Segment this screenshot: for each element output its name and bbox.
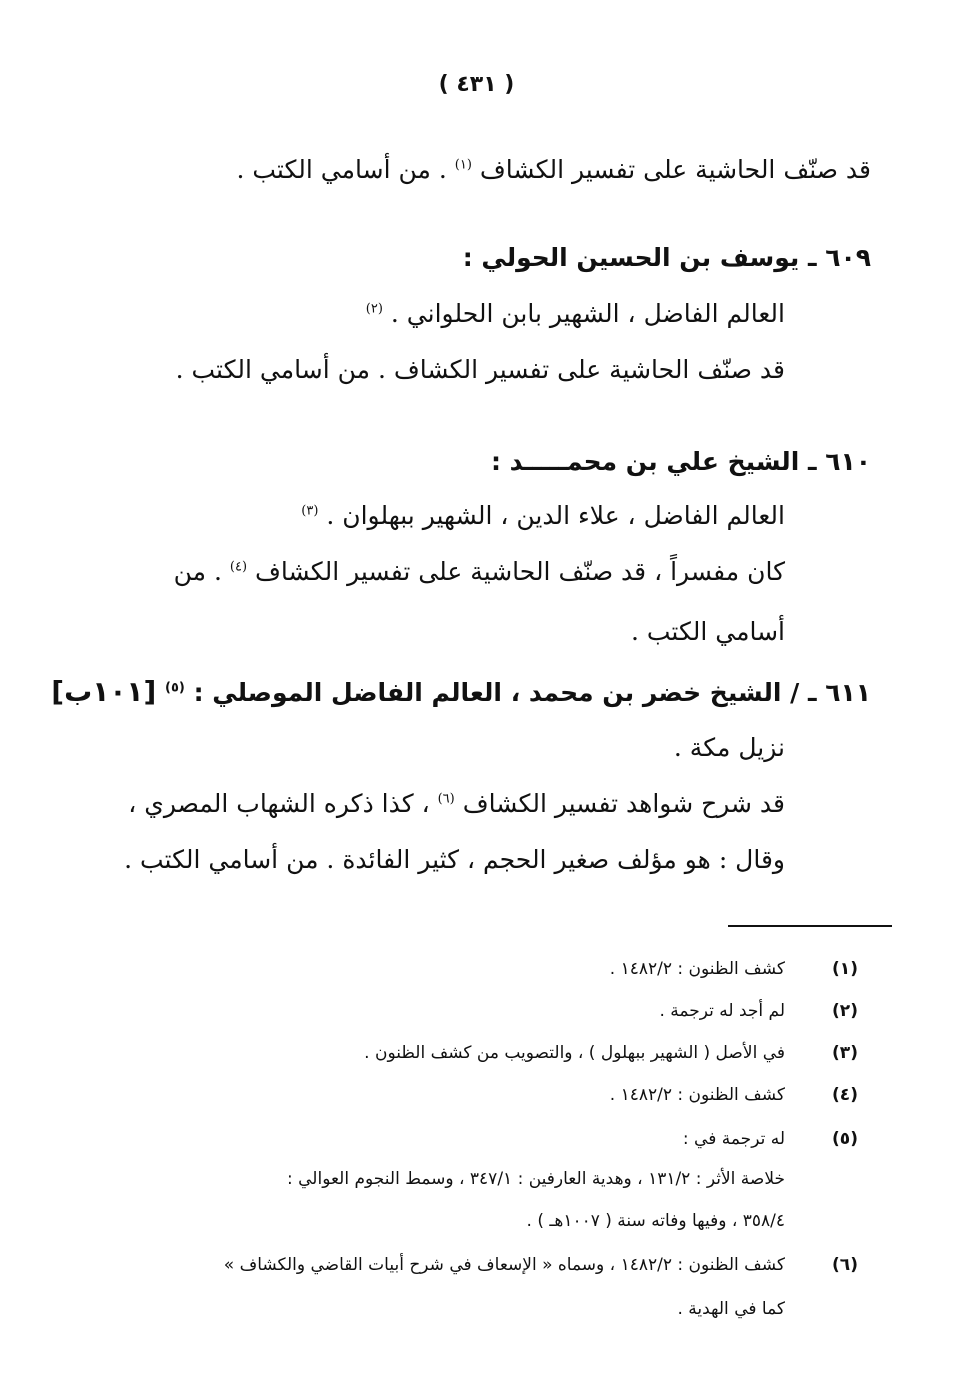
entry-609-line-2: قد صنّف الحاشية على تفسير الكشاف . من أسامي الكتب .: [175, 355, 785, 384]
entry-610-line-2-text: كان مفسراً ، قد صنّف الحاشية على تفسير الكشاف: [254, 557, 785, 586]
entry-610-line-3: أسامي الكتب .: [630, 617, 785, 646]
text-line-1-end: . من أسامي الكتب .: [236, 155, 447, 184]
footnote-text: له ترجمة في :: [682, 1129, 785, 1149]
footnote-text: كشف الظنون : ١٤٨٢/٢ .: [609, 1085, 785, 1105]
entry-609-line-1: [366, 294, 785, 334]
text-line-1-main: قد صنّف الحاشية على تفسير الكشاف: [479, 155, 871, 184]
entry-610-line-2: [174, 552, 785, 592]
entry-611-line-2-end: ، كذا ذكره الشهاب المصري ،: [128, 789, 430, 818]
footnote-number: (٤): [832, 1085, 858, 1105]
footnote-number: (٣): [832, 1043, 858, 1063]
entry-611-heading-text: ٦١١ ـ / الشيخ خضر بن محمد ، العالم الفاضل الموصلي :: [193, 678, 871, 707]
footnote-number: (٦): [832, 1255, 858, 1275]
entry-611-line-2-text: قد شرح شواهد تفسير الكشاف: [462, 789, 785, 818]
footnote-text: لم أجد له ترجمة .: [659, 1001, 785, 1021]
footnote-text: في الأصل ( الشهير ببهلول ) ، والتصويب من كشف الظنون .: [364, 1043, 785, 1063]
footnote-text: كشف الظنون : ١٤٨٢/٢ .: [609, 959, 785, 979]
footnote-text-continuation: ٣٥٨/٤ ، وفيها وفاته سنة ( ١٠٠٧هـ ) .: [526, 1211, 785, 1231]
entry-610-heading: ٦١٠ ـ الشيخ علي بن محمـــــد :: [490, 447, 871, 476]
entry-611-line-2: [128, 784, 785, 824]
footnote-text-continuation: خلاصة الأثر : ١٣١/٢ ، وهدية العارفين : ٣٤٧/١ ، وسمط النجوم العوالي :: [286, 1169, 785, 1189]
footnote-ref-6: (٦): [437, 791, 455, 807]
footnote-number: (٢): [832, 1001, 858, 1021]
footnote-ref-1: (١): [454, 157, 472, 173]
footnote-text-continuation: كما في الهدية .: [677, 1299, 785, 1319]
footnote-number: (١): [832, 959, 858, 979]
footnote-ref-2: (٢): [365, 301, 383, 317]
footnote-text: كشف الظنون : ١٤٨٢/٢ ، وسماه « الإسعاف في شرح أبيات القاضي والكشاف »: [223, 1255, 785, 1275]
footnote-number: (٥): [832, 1129, 858, 1149]
footnote-ref-4: (٤): [229, 559, 248, 575]
entry-611-line-3: وقال : هو مؤلف صغير الحجم ، كثير الفائدة . من أسامي الكتب .: [124, 845, 785, 874]
entry-611-heading: [51, 672, 871, 712]
entry-609-line-1-text: العالم الفاضل ، الشهير بابن الحلواني .: [390, 299, 785, 328]
footnote-ref-3: (٣): [301, 503, 319, 519]
entry-611-line-1: نزيل مكة .: [673, 733, 785, 762]
footnote-ref-5: (٥): [165, 680, 185, 696]
entry-610-line-2-end: . من: [173, 557, 222, 586]
page-number: ( ٤٣١ ): [438, 72, 515, 97]
entry-610-line-1: [301, 496, 785, 536]
footnote-separator: [728, 925, 892, 927]
entry-610-line-1-text: العالم الفاضل ، علاء الدين ، الشهير ببهلوان .: [326, 501, 785, 530]
entry-609-heading: ٦٠٩ ـ يوسف بن الحسين الحولي :: [462, 243, 871, 272]
text-line-1: [236, 150, 871, 190]
folio-marker: [١٠١ب]: [51, 675, 157, 708]
